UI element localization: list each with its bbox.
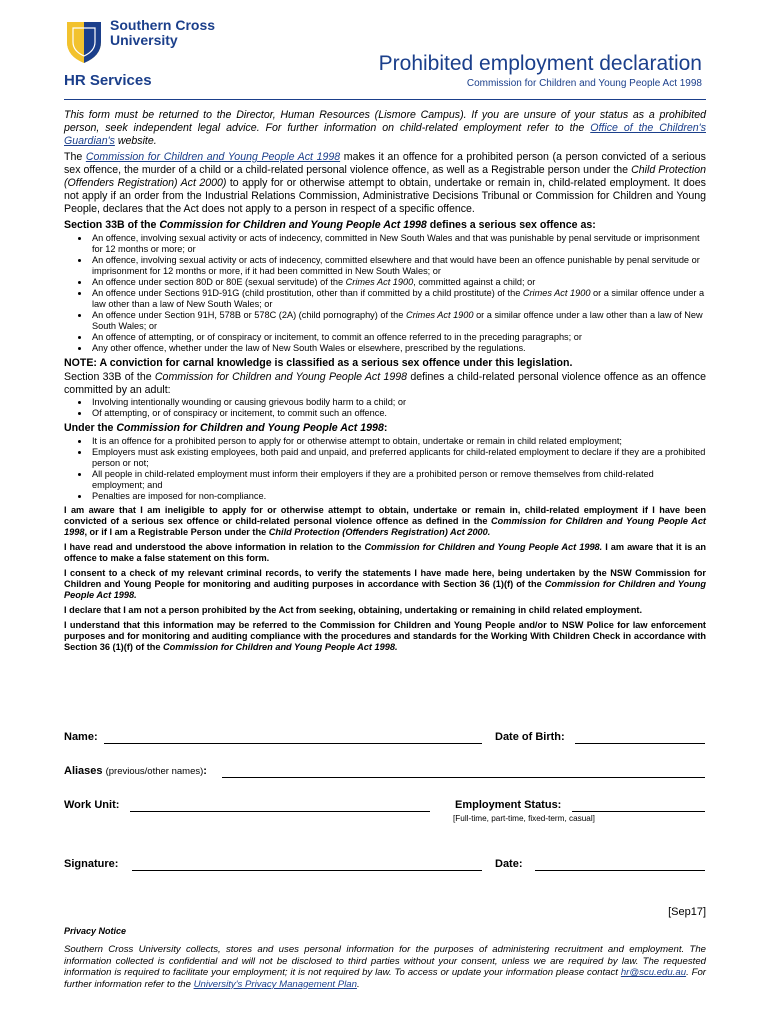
para-text: makes it an offence for a prohibited person (a person convicted of a serious sex offence, the murder of a child or a child-related personal violence offence, as well as a Registrable person under the [64,151,706,176]
list-item: • All people in child-related employment must inform their employers if they are a prohibited person or remove themselves from child-related employment; and [90,469,706,491]
under-act-heading: Under the Commission for Children and Young People Act 1998: [64,422,388,434]
list-item: • It is an offence for a prohibited person to apply for or otherwise attempt to obtain, undertake or remain in child related employment; [90,436,706,447]
childrens-guardian-link[interactable]: Office of the Children's Guardian's [64,122,706,147]
privacy-title: Privacy Notice [64,926,127,936]
list-item: • An offence, involving sexual activity or acts of indecency, committed in New South Wales and that was punishable by penal servitude or imprisonment for 12 months or more; or [90,233,706,255]
university-name-line2: University [110,32,178,48]
department-name: HR Services [64,72,152,89]
heading-act: Commission for Children and Young People Act 1998 [159,219,427,231]
declaration-referral: I understand that this information may be referred to the Commission for Children and Young People and/or to NSW Police for law enforcement purposes and for monitoring and auditing compliance with the procedures and standards for the Working With Children Check in accordance with Section 36 (1)(f) of the Commission for Children and Young People Act 1998. [64,620,706,652]
heading-text: Section 33B of the [64,219,160,231]
list-item: • An offence under Section 91H, 578B or 578C (2A) (child pornography) of the Crimes Act 1900 or a similar offence under a law other than a law of New South Wales; or [90,310,706,332]
declaration-understood: I have read and understood the above information in relation to the Commission for Children and Young People Act 1998. I am aware that it is an offence to make a false statement on this form. [64,542,706,563]
name-label: Name: [64,731,98,743]
employment-status-label: Employment Status: [455,799,562,811]
declaration-consent: I consent to a check of my relevant criminal records, to verify the statements I have made here, being undertaken by the NSW Commission for Children and Young People for monitoring and auditing purposes in accordance with Section 36 (1)(f) of the Commission for Children and Young People Act 1998. [64,568,706,600]
declaration-not-prohibited: I declare that I am not a person prohibited by the Act from seeking, obtaining, undertaking or remaining in child related employment. [64,605,643,615]
violence-offence-list [64,397,706,419]
date-label: Date: [495,858,523,870]
header-divider [64,99,706,100]
list-item: • Penalties are imposed for non-compliance. [90,491,706,502]
dob-field[interactable] [575,731,705,744]
act-paragraph [64,151,706,216]
list-item: • Employers must ask existing employees, both paid and unpaid, and preferred applicants for child-related employment to declare if they are a prohibited person or not; [90,447,706,469]
employment-status-field[interactable] [572,799,705,812]
dob-label: Date of Birth: [495,731,565,743]
page-title: Prohibited employment declaration [378,52,702,75]
revision-code: [Sep17] [668,906,706,918]
employment-status-hint: [Full-time, part-time, fixed-term, casual] [453,814,595,823]
date-field[interactable] [535,858,705,871]
violence-paragraph: Section 33B of the Commission for Children and Young People Act 1998 defines a child-related personal violence offence as an offence committed by an adult: [64,371,706,396]
act-name: Child Protection (Offenders Registration) Act 2000) [64,164,706,189]
aliases-field[interactable] [222,765,705,778]
signature-field[interactable] [132,858,482,871]
section-33b-heading [64,219,706,232]
list-item: • An offence under section 80D or 80E (sexual servitude) of the Crimes Act 1900, committed against a child; or [90,277,706,288]
list-item: • Any other offence, whether under the law of New South Wales or elsewhere, prescribed by the regulations. [90,343,706,354]
signature-label: Signature: [64,858,119,870]
list-item: • Involving intentionally wounding or causing grievous bodily harm to a child; or [90,397,706,408]
intro-paragraph [64,109,706,148]
intro-text-end: website. [114,135,157,147]
intro-text: This form must be returned to the Director, Human Resources (Lismore Campus). If you are unsure of your status as a prohibited person, seek independent legal advice. For further information on child-related employment refer to the [64,109,706,134]
form-body [64,109,706,657]
under-act-list [64,436,706,502]
shield-icon [64,18,104,64]
para-text: to apply for or otherwise attempt to obtain, undertake or remain in, child-related employment. It does not apply if an order from the Industrial Relations Commission, Administrative Decisions Tribunal or Commission for Children and Young People, declares that the Act does not apply to a person in respect of a specific offence. [64,177,706,215]
university-name-line1: Southern Cross [110,17,216,33]
list-item: • An offence of attempting, or of conspiracy or incitement, to commit an offence referred to in the preceding paragraphs; or [90,332,706,343]
page-subtitle: Commission for Children and Young People Act 1998 [466,78,702,89]
university-logo [64,18,234,66]
note: NOTE: A conviction for carnal knowledge is classified as a serious sex offence under this legislation. [64,357,573,369]
heading-text: defines a serious sex offence as: [426,219,596,231]
list-item: • Of attempting, or of conspiracy or incitement, to commit such an offence. [90,408,706,419]
work-unit-label: Work Unit: [64,799,120,811]
name-field[interactable] [104,731,482,744]
act-link[interactable]: Commission for Children and Young People Act 1998 [85,151,341,163]
privacy-plan-link[interactable]: University's Privacy Management Plan [193,978,357,990]
privacy-notice: Southern Cross University collects, stores and uses personal information for the purposes of administering recruitment and employment. The information collected is confidential and will not be disclosed to third parties without your consent, unless we are required by law. The requested information is required to facilitate your employment; it is not required by law. To access or update your information please contact hr@scu.edu.au. For further information refer to the University's Privacy Management Plan. [64,944,706,990]
para-text: The [64,151,86,163]
aliases-label: Aliases (previous/other names): [64,765,207,777]
list-item: • An offence under Sections 91D-91G (child prostitution, other than if committed by a child prostitute) of the Crimes Act 1900 or a similar offence under a law other than a law of New South Wales; or [90,288,706,310]
serious-sex-offence-list [64,233,706,354]
list-item: • An offence, involving sexual activity or acts of indecency, committed elsewhere and that would have been an offence punishable by penal servitude or imprisonment for 12 months or more, if it had been committed in New South Wales; or [90,255,706,277]
declaration-ineligible: I am aware that I am ineligible to apply for or otherwise attempt to obtain, undertake or remain in, child-related employment if I have been convicted of a serious sex offence or child-related personal violence offence as defined in the Commission for Children and Young People Act 1998, or if I am a Registrable Person under the Child Protection (Offenders Registration) Act 2000. [64,505,706,537]
hr-email-link[interactable]: hr@scu.edu.au [620,967,687,979]
work-unit-field[interactable] [130,799,430,812]
